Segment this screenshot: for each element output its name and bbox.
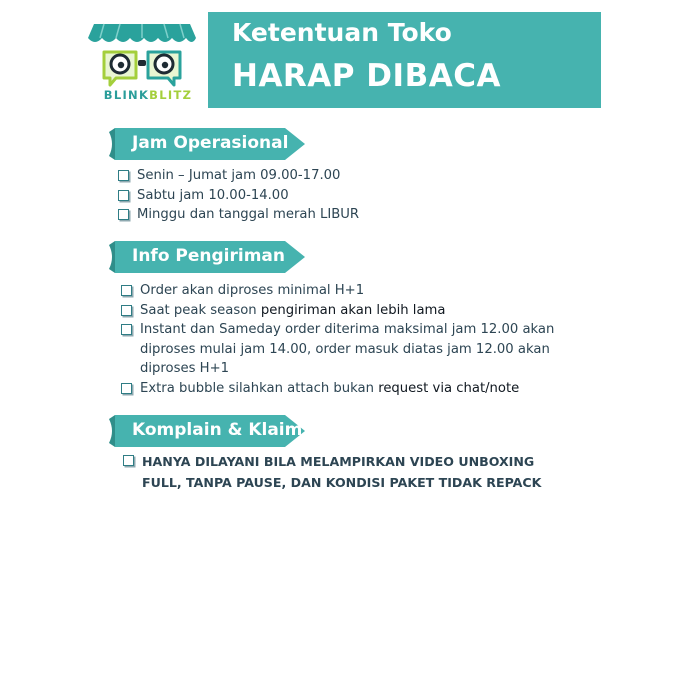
list-item [121,301,573,321]
section-heading-komplain-klaim [107,413,307,449]
checkbox-bullet-icon [118,209,129,220]
list-item-text: Sabtu jam 10.00-14.00 [137,187,289,203]
list-item [118,186,359,206]
section-heading-info-pengiriman [107,239,307,275]
brand-name [92,88,204,102]
list-jam-operasional [118,166,359,225]
checkbox-bullet-icon [121,383,132,394]
checkbox-bullet-icon [118,170,129,181]
section-heading-label: Info Pengiriman [132,246,286,266]
checkbox-bullet-icon [121,305,132,316]
list-item-text-b: pengiriman akan lebih lama [260,302,446,318]
header-banner [208,12,601,108]
checkbox-bullet-icon [121,324,132,335]
list-item-text: Minggu dan tanggal merah LIBUR [137,207,360,222]
list-item [121,320,573,379]
list-item [121,281,573,301]
list-item-text-a: Saat peak season [140,302,261,318]
list-info-pengiriman [121,281,573,398]
brand-name-part2: BLITZ [149,88,193,102]
checkbox-bullet-icon [118,190,129,201]
page-subtitle: HARAP DIBACA [232,58,501,94]
list-item [118,166,359,186]
list-item-text: Senin – Jumat jam 09.00-17.00 [137,168,341,183]
list-item-text-a: Extra bubble silahkan attach bukan [140,380,379,396]
list-item [118,205,359,225]
list-item-text: HANYA DILAYANI BILA MELAMPIRKAN VIDEO UNBOXING FULL, TANPA PAUSE, DAN KONDISI PAKET TIDAK REPACK [142,454,542,490]
section-heading-label: Jam Operasional [132,133,289,153]
checkbox-bullet-icon [123,455,134,466]
section-heading-label: Komplain & Klaim [132,420,303,440]
section-heading-jam-operasional [107,126,307,162]
list-komplain-klaim [123,451,575,493]
list-item-text: Order akan diproses minimal H+1 [140,283,365,298]
list-item [123,451,575,493]
checkbox-bullet-icon [121,285,132,296]
list-item [121,379,573,399]
brand-name-part1: BLINK [103,88,150,102]
page-title: Ketentuan Toko [232,18,452,47]
list-item-text: Instant dan Sameday order diterima maksimal jam 12.00 akan diproses mulai jam 14.00, order masuk diatas jam 12.00 akan diproses H+1 [140,322,555,376]
list-item-text-b: request via chat/note [378,380,520,396]
